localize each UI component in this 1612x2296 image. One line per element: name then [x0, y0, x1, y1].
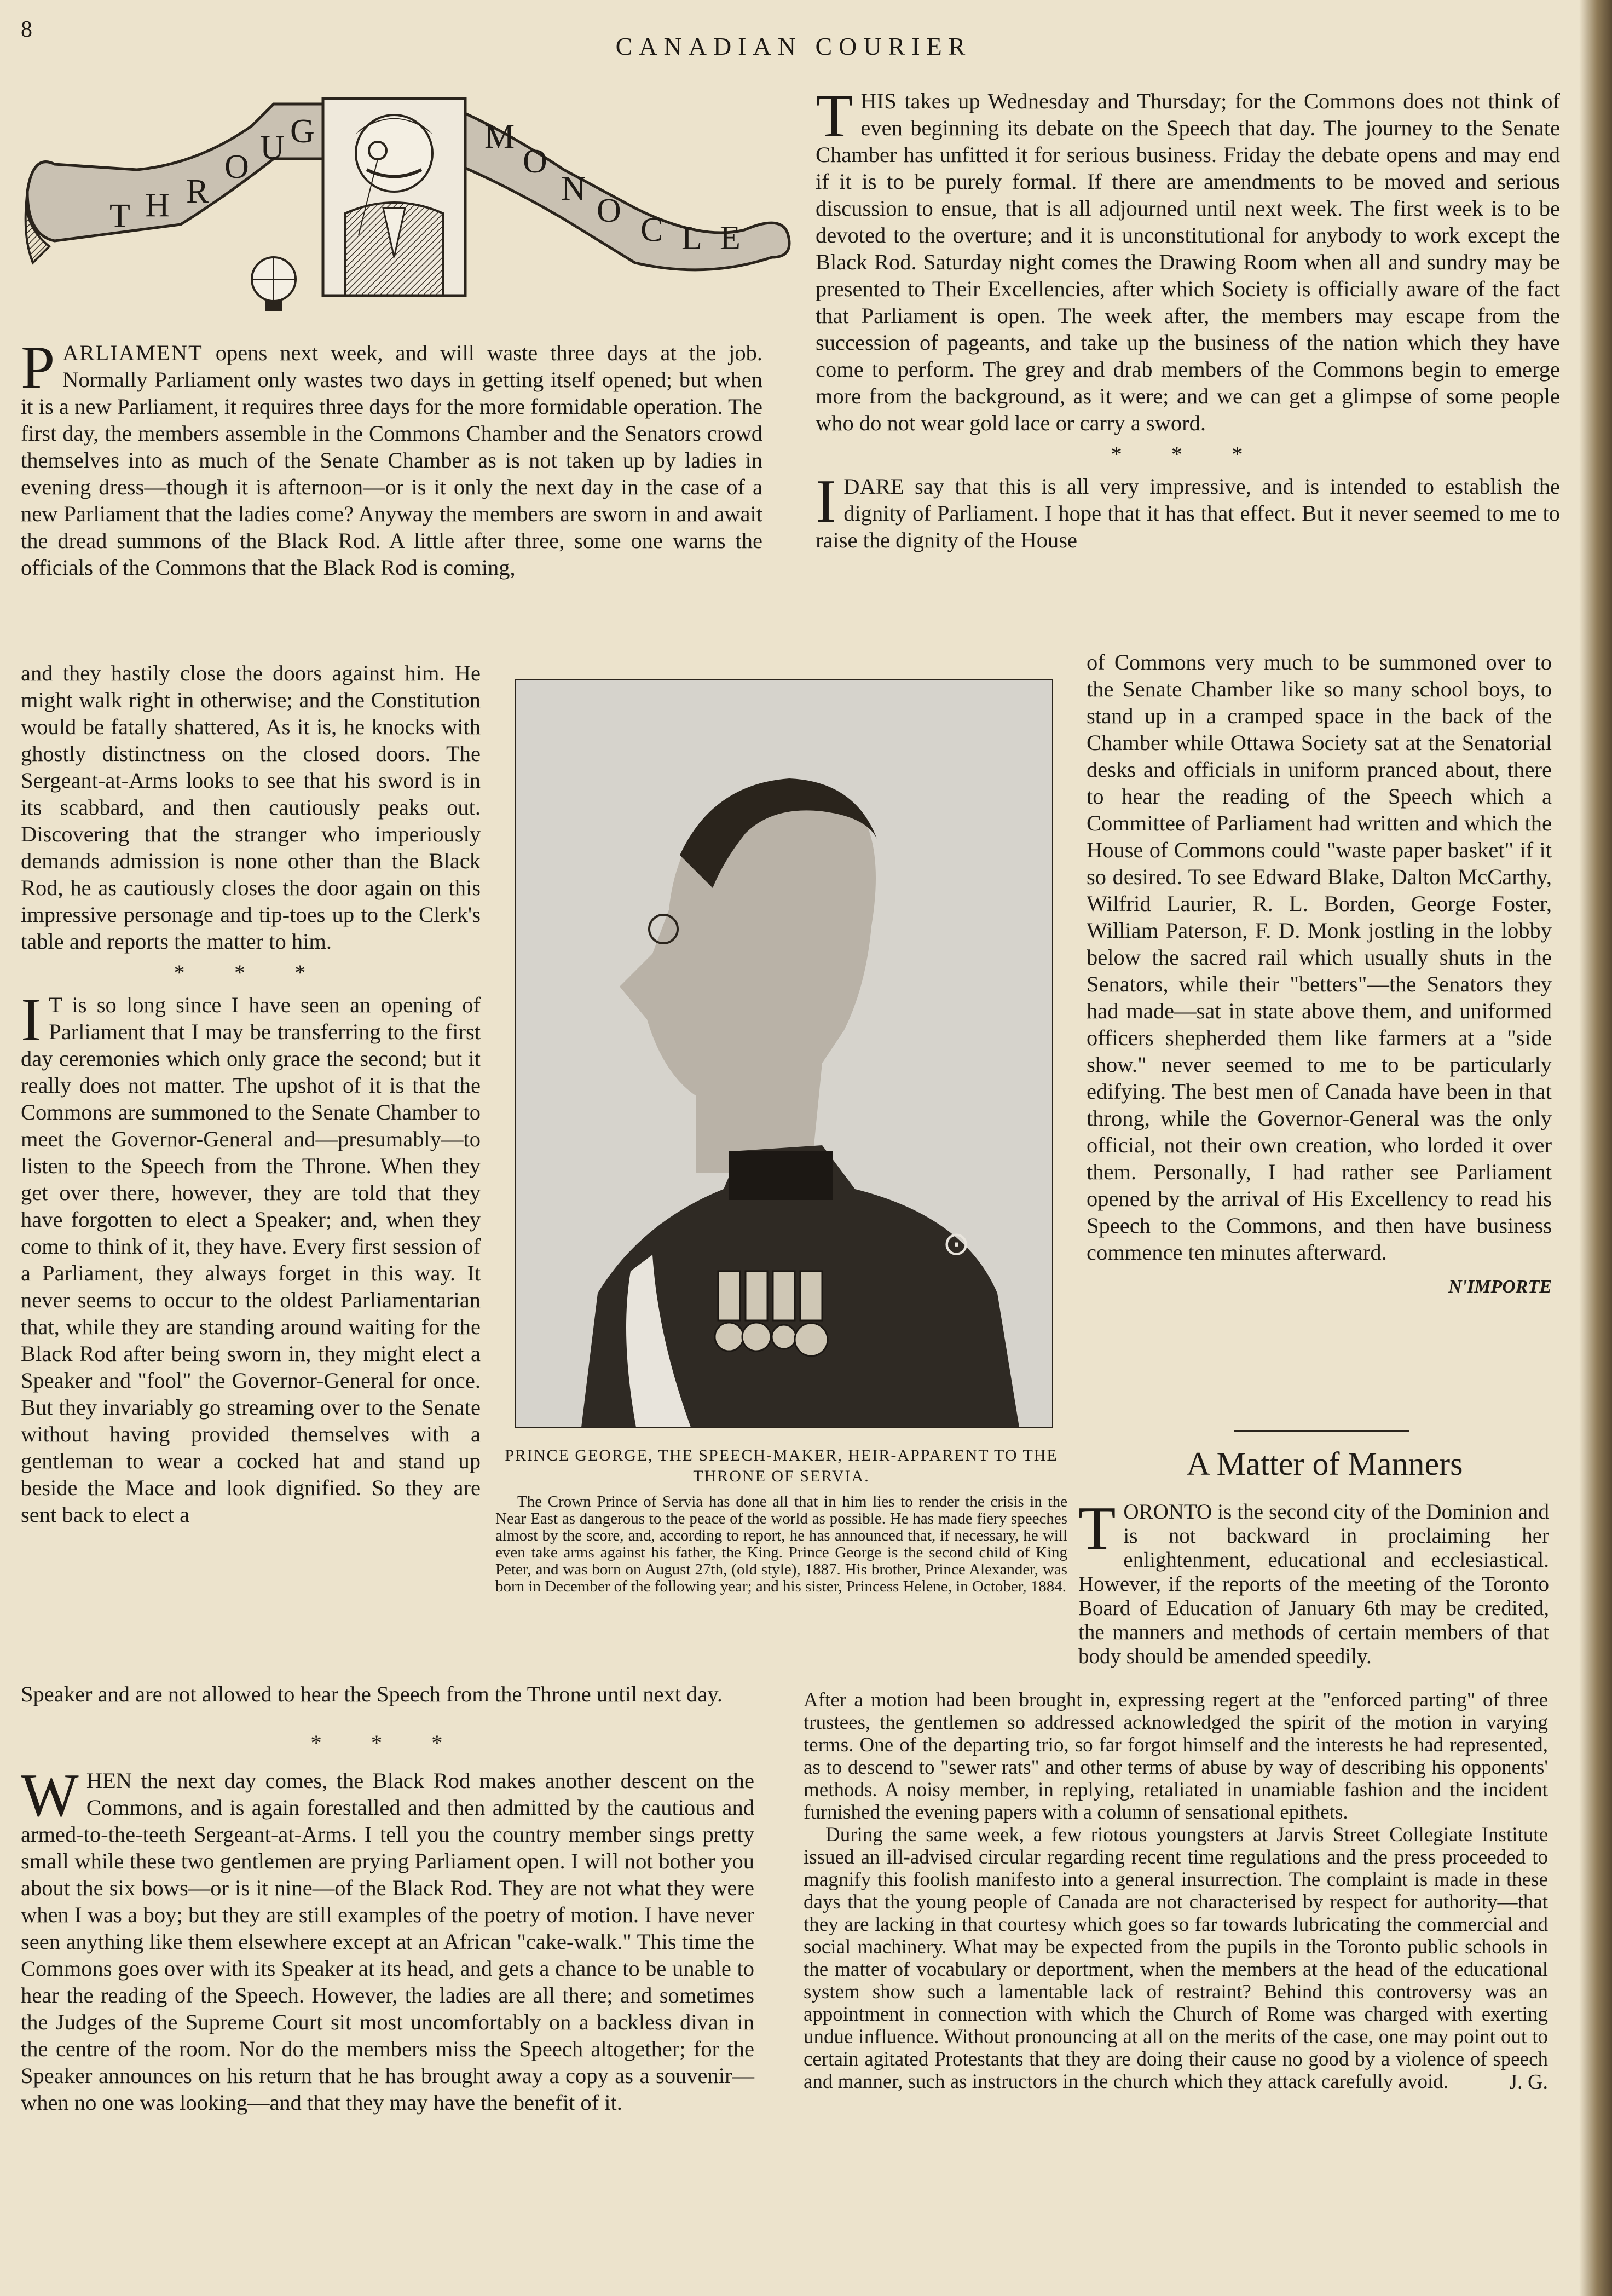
- divider-rule: [1234, 1430, 1409, 1432]
- banner-letter: O: [523, 143, 547, 180]
- article2-intro: [1078, 1495, 1549, 1669]
- article2-heading: A Matter of Manners: [1186, 1446, 1463, 1482]
- banner-letter: E: [720, 220, 741, 257]
- banner-letter: R: [186, 173, 209, 210]
- banner-letter: U: [260, 129, 285, 166]
- through-monocle-banner: [16, 82, 799, 323]
- paragraph-text: During the same week, a few riotous youngsters at Jarvis Street Collegiate Institute issued an ill-advised circular regarding recent time regulations and the press proceeded to magnify this foolish manifesto into a general insurrection. The complaint is made in these days that the young people of Canada are not characterised by respect for authority—that they are lacking in that courtesy which goes so far towards lubricating the commercial and social machinery. What may be expected from the pupils in the Toronto public schools in the matter of vocabulary or deportment, when the members at the head of the educational system show such a lamentable lack of restraint? Behind this controversy was an appointment in connection with which the Church of Rome was charged with exerting undue influence. Without pronouncing at all on the merits of the case, one may point out to certain agitated Protestants that they are doing their cause no good by a violence of speech and manner, such as instructors in the church which they attack carefully avoid.: [804, 1824, 1548, 2093]
- paragraph-text: HIS takes up Wednesday and Thursday; for the Commons does not think of even beginning its debate on the Speech that day. The journey to the Senate Chamber has unfitted it for serious business. Friday the debate opens and may end if it is to be purely formal. If there are amendments to be moved and serious discussion to ensue, that is all adjourned until next week. The first week is to be devoted to the overture; and it is unconstitutional for anybody to work except the Black Rod. Saturday night comes the Drawing Room when all and sundry may be presented to Their Excellencies, after which Society is officially aware of the fact that Parliament is open. The week after, the members may escape from the succession of pageants, and take up the business of the nation which they have come to perform. The grey and drab members of the Commons begin to emerge more from the background, as it were; and we can get a glimpse of some people who do not wear gold lace or carry a sword.: [816, 89, 1560, 435]
- lead-word: ARLIAMENT: [62, 341, 203, 365]
- dropcap: I: [816, 468, 836, 535]
- banner-letter: O: [597, 192, 621, 229]
- section-break: * * *: [310, 1730, 465, 1755]
- paragraph-text: T is so long since I have seen an opening of Parliament that I may be transferring to the first day ceremonies which only grace the second; but it really does not matter. The upshot of it is that the Commons are summoned to the Senate Chamber to meet the Governor-General and—presumably—to listen to the Speech from the Throne. When they get over there, however, they are told that they have forgotten to elect a Speaker; and, when they come to think of it, they have. Every first session of a Parliament, they always forget in this way. It never seems to occur to the oldest Parliamentarian that, while they are standing around waiting for the Black Rod after being sworn in, they might elect a Speaker and "fool" the Governor-General for once. But they invariably go streaming over to the Senate without having provided themselves with a gentleman to wear a cocked hat and stand up beside the Mace and look dignified. So they are sent back to elect a: [21, 993, 481, 1527]
- portrait-photo-icon: [516, 680, 1052, 1427]
- article1-narrow: [21, 660, 481, 1528]
- signature: N'IMPORTE: [1448, 1277, 1552, 1297]
- paragraph-text: DARE say that this is all very impressive, and is intended to establish the dignity of Parliament. I hope that it has that effect. But it never seemed to me to raise the dignity of the House: [816, 474, 1560, 552]
- paragraph-text: HEN the next day comes, the Black Rod makes another descent on the Commons, and is again forestalled and then admitted by the cautious and armed-to-the-teeth Sergeant-at-Arms. I tell you the country member sings pretty small while these two gentlemen are prying Parliament open. I will not bother you about the six bows—or is it nine—of the Black Rod. They are not what they were when I was a boy; but they are still examples of the poetry of motion. I have never seen anything like them elsewhere except at an African "cake-walk." This time the Commons goes over with its Speaker at its head, and gets a chance to be unable to hear the reading of the Speech. However, the ladies are all there; and sometimes the Judges of the Supreme Court sit most uncomfortably on a backless divan in the centre of the room. Nor do the members miss the Speech altogether; for the Speaker announces on his return that he has brought away a copy as a souvenir—when no one was looking—and that they may have the benefit of it.: [21, 1768, 754, 2115]
- paragraph-text: ORONTO is the second city of the Dominion and is not backward in proclaiming her enlightenment, educational and ecclesiastical. However, if the reports of the meeting of the Toronto Board of Education of January 6th may be credited, the manners and methods of certain members of that body should be amended speedily.: [1078, 1500, 1549, 1668]
- paragraph-text: and they hastily close the doors against him. He might walk right in otherwise; and the Constitution would be fatally shattered, As it is, he knocks with ghostly distinctness on the closed doors. The Sergeant-at-Arms looks to see that his sword is in its scabbard, and then cautiously peaks out. Discovering that the stranger who imperiously demands admission is none other than the Black Rod, he as cautiously closes the door again on this impressive personage and tip-toes up to the Clerk's table and reports the matter to him.: [21, 661, 481, 954]
- paragraph-text: opens next week, and will waste three days at the job. Normally Parliament only wastes two days in getting itself opened; but when it is a new Parliament, it requires three days for the more formidable operation. The first day, the members assemble in the Commons Chamber and the Senators crowd themselves into as much of the Senate Chamber as is not taken up by ladies in evening dress—though it is afternoon—or is it only the next day in the case of a new Parliament that the ladies come? Anyway the members are sworn in and await the dread summons of the Black Rod. A little after three, some one warns the officials of the Commons that the Black Rod is coming,: [21, 341, 762, 580]
- banner-letter: H: [145, 187, 170, 224]
- banner-letter: N: [561, 170, 586, 207]
- dropcap: T: [816, 82, 853, 150]
- running-head: CANADIAN COURIER: [615, 32, 972, 60]
- paragraph-text: After a motion had been brought in, expressing regert at the "enforced parting" of three trustees, the gentlemen so addressed acknowledged the spirit of the motion in varying terms. One of the departing trio, so far forgot himself and the interests he had represented, as to descend to "sewer rats" and other terms of abuse by way of describing his opponents' methods. A noisy member, in replying, retaliated in unamiable fashion and the incident furnished the evening papers with a column of sensational epithets.: [804, 1689, 1548, 1824]
- photo-caption: [495, 1445, 1067, 1595]
- dropcap: W: [21, 1762, 79, 1830]
- dropcap: I: [21, 986, 42, 1054]
- signature: J. G.: [1509, 2070, 1548, 2093]
- paragraph-text: of Commons very much to be summoned over to the Senate Chamber like so many school boys, to stand up in a cramped space in the back of the Chamber while Ottawa Society sat at the Senatorial desks and officials in uniform pranced about, there to hear the reading of the Speech which a Committee of Parliament had written and which the House of Commons could "waste paper basket" if it so desired. To see Edward Blake, Dalton McCarthy, Wilfrid Laurier, R. L. Borden, George Foster, William Paterson, F. D. Monk jostling in the lobby below the sacred rail which usually shuts in the Senators, while their "betters"—the Senators they had made—sat in state above them, and uniformed officers shepherded them like farmers at a "side show." never seemed to me to be particularly edifying. The best men of Canada have been in that throng, while the Governor-General was the only official, not their own creation, who lorded it over them. Personally, I had rather see Parliament opened by the arrival of His Excellency to read his Speech to the Commons, and then have business commence ten minutes afterward.: [1087, 650, 1552, 1265]
- banner-letter: O: [224, 148, 249, 186]
- article1-intro: [21, 334, 762, 581]
- svg-text:⊙: ⊙: [943, 1226, 970, 1262]
- banner-letter: L: [681, 220, 702, 257]
- banner-letter: M: [484, 118, 515, 155]
- banner-letter: G: [290, 113, 315, 150]
- article1-col2: [816, 82, 1560, 553]
- section-break: * * *: [174, 960, 328, 985]
- paragraph-text: Speaker and are not allowed to hear the Speech from the Throne until next day.: [21, 1682, 723, 1706]
- article2-body: [804, 1689, 1548, 2093]
- caption-body: The Crown Prince of Servia has done all that in him lies to render the crisis in the Near East as dangerous to the peace of the world as possible. He has made fiery speeches almost by the score, and, according to report, he has announced that, if necessary, he will even take arms against his father, the King. Prince George is the second child of King Peter, and was born on August 27th, (old style), 1887. His brother, Prince Alexander, was born in December of the following year; and his sister, Princess Helene, in October, 1884.: [495, 1493, 1067, 1595]
- section-break: * * *: [1111, 442, 1265, 466]
- banner-letter: C: [640, 211, 663, 249]
- face-icon: [356, 115, 432, 192]
- caption-title: PRINCE GEORGE, THE SPEECH-MAKER, HEIR-APPARENT TO THE THRONE OF SERVIA.: [505, 1446, 1058, 1485]
- banner-letter: T: [109, 198, 130, 235]
- article1-col2-narrow: [1087, 649, 1552, 1300]
- dropcap: P: [21, 334, 55, 402]
- page-number: 8: [21, 17, 32, 42]
- page-edge: [1579, 0, 1612, 2296]
- prince-george-photo: [515, 679, 1053, 1428]
- article1-lower: [21, 1681, 754, 2116]
- dropcap: T: [1078, 1495, 1116, 1562]
